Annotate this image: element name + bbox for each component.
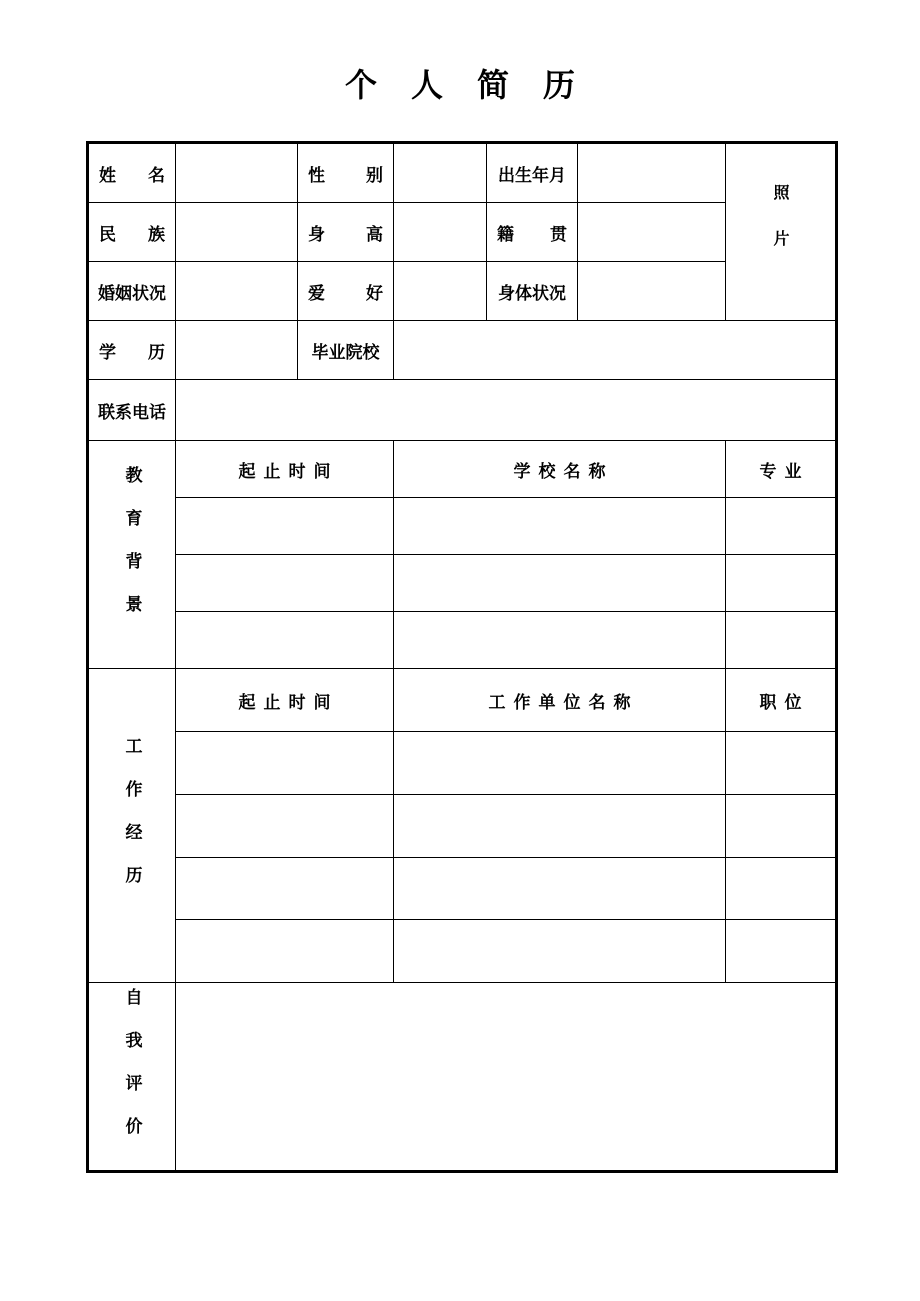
education-level-label-cell: 学 历: [88, 321, 176, 380]
work-row-position-field[interactable]: [726, 858, 837, 920]
photo-cell[interactable]: [726, 143, 837, 321]
work-row-company-field[interactable]: [394, 920, 726, 983]
edu-row-school-field[interactable]: [394, 555, 726, 612]
work-row-period-field[interactable]: [176, 920, 394, 983]
edu-header-major: 专业: [726, 441, 837, 498]
phone-label-cell: 联系电话: [88, 380, 176, 441]
self-eval-section-label: 自我评价: [88, 983, 176, 1172]
work-row-period-field[interactable]: [176, 795, 394, 858]
edu-row-period-field[interactable]: [176, 555, 394, 612]
birth-label-cell: 出生年月: [487, 143, 578, 203]
work-row-position-field[interactable]: [726, 795, 837, 858]
marital-field[interactable]: [176, 262, 298, 321]
name-label-cell: 姓 名: [88, 143, 176, 203]
edu-row-major-field[interactable]: [726, 555, 837, 612]
work-header-period: 起止时间: [176, 669, 394, 732]
resume-table: [86, 141, 838, 1173]
health-label-cell: 身体状况: [487, 262, 578, 321]
height-field[interactable]: [394, 203, 487, 262]
school-label-cell: 毕业院校: [298, 321, 394, 380]
edu-row-major-field[interactable]: [726, 498, 837, 555]
marital-label-cell: 婚姻状况: [88, 262, 176, 321]
hobby-label-cell: 爱 好: [298, 262, 394, 321]
phone-field[interactable]: [176, 380, 837, 441]
height-label-cell: 身 高: [298, 203, 394, 262]
work-row-company-field[interactable]: [394, 858, 726, 920]
work-row-company-field[interactable]: [394, 732, 726, 795]
education-section-label: 教育背景: [88, 441, 176, 669]
ethnicity-label-cell: 民 族: [88, 203, 176, 262]
edu-row-school-field[interactable]: [394, 498, 726, 555]
health-field[interactable]: [578, 262, 726, 321]
edu-row-period-field[interactable]: [176, 498, 394, 555]
work-row-period-field[interactable]: [176, 732, 394, 795]
native-field[interactable]: [578, 203, 726, 262]
work-header-company: 工作单位名称: [394, 669, 726, 732]
work-row-position-field[interactable]: [726, 920, 837, 983]
self-eval-field[interactable]: [176, 983, 837, 1172]
ethnicity-field[interactable]: [176, 203, 298, 262]
edu-row-school-field[interactable]: [394, 612, 726, 669]
gender-label-cell: 性 别: [298, 143, 394, 203]
name-field[interactable]: [176, 143, 298, 203]
work-header-position: 职位: [726, 669, 837, 732]
work-row-position-field[interactable]: [726, 732, 837, 795]
education-level-field[interactable]: [176, 321, 298, 380]
work-row-company-field[interactable]: [394, 795, 726, 858]
work-section-label: 工作经历: [88, 669, 176, 983]
photo-label: 照片: [771, 183, 790, 276]
edu-header-period: 起止时间: [176, 441, 394, 498]
native-label-cell: 籍 贯: [487, 203, 578, 262]
edu-header-school: 学校名称: [394, 441, 726, 498]
hobby-field[interactable]: [394, 262, 487, 321]
school-field[interactable]: [394, 321, 837, 380]
birth-field[interactable]: [578, 143, 726, 203]
work-row-period-field[interactable]: [176, 858, 394, 920]
edu-row-period-field[interactable]: [176, 612, 394, 669]
edu-row-major-field[interactable]: [726, 612, 837, 669]
gender-field[interactable]: [394, 143, 487, 203]
page-title: 个人简历: [344, 66, 609, 104]
